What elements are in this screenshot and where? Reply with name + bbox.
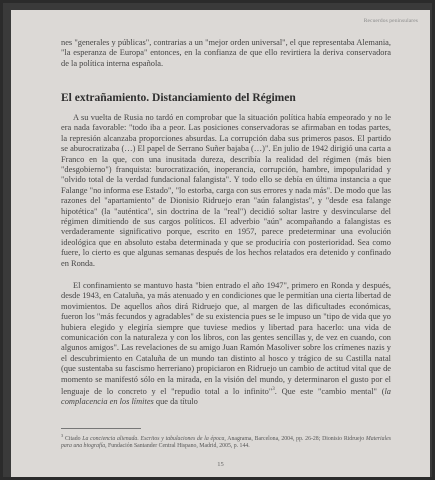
running-head: Recuerdos peninsulares: [363, 18, 418, 24]
body-paragraph-1: A su vuelta de Rusia no tardó en comprobar que la situación política había empeorado y no le era nada favorable: "todo iba a peor. Las posiciones conservadoras se afirmaban en todas partes, la represión alcanzaba proporciones absurdas. La corrupción daba sus primeros pasos. El partido se aburocratizaba (…) El papel de Serrano Suñer bajaba (…)". En julio de 1942 dirigió una carta a Franco en la que, con una inusitada dureza, describía la realidad del régimen (más bien "desgobierno") franquista: burocratización, inoperancia, corrupción, hambre, impopularidad y "olvido total de la verdad fundacional falangista". Y todo ello se debía en última instancia a que Falange "no informa ese Estado", "lo estorba, carga con sus errores y nada más". De modo que las razones del "apartamiento" de Dionisio Ridruejo eran "aún falangistas", y "desde esa falange hipotética" (la "auténtica", sin doctrina de la "real") decidió soltar lastre y desvincularse del régimen dimitiendo de sus cargos políticos. El adverbio "aún" acompañando a falangistas es verdaderamente significativo porque, escrito en 1957, parece predeterminar una evolución ideológica que en absoluto estaba determinada y que se produciría con posterioridad. Sea como fuere, lo cierto es que algunas semanas después de los hechos relatados era detenido y confinado en Ronda.: [61, 113, 391, 268]
footnote-text-c: , Fundación Santander Central Hispano, Madrid, 2005, p. 144.: [105, 443, 250, 450]
page-number: 15: [217, 461, 224, 468]
footnote-italic-1: La conciencia alienada. Escritos y tabulaciones de la época: [82, 435, 225, 442]
body-paragraph-2-italic: la complacencia en los límites: [61, 386, 391, 407]
footnote-text-a: Citado: [65, 435, 83, 442]
footnote-number: 3: [61, 433, 64, 438]
document-page: [11, 10, 430, 477]
viewer-frame: [3, 3, 432, 477]
body-paragraph-2-end: que da título: [153, 397, 198, 407]
footnote: [61, 432, 391, 451]
intro-paragraph: nes "generales y públicas", contrarias a un "mejor orden universal", el que representaba Alemania, "la esperanza de Europa" entonces, en la confianza de que ello revirtiera la deriva conservadora de la política interna española.: [61, 38, 391, 68]
body-paragraph-2-cont: . Que este "cambio mental" (: [274, 386, 385, 396]
footnote-italic-2: Materiales para una biografía: [61, 435, 391, 450]
footnote-marker[interactable]: 3: [272, 387, 275, 393]
footnote-text-b: , Anagrama, Barcelona, 2004, pp. 26-28; Dionisio Ridruejo: [224, 435, 366, 442]
body-paragraph-2-text: El confinamiento se mantuvo hasta "bien entrado el año 1947", primero en Ronda y después, desde 1943, en Cataluña, ya más atenuado y en condiciones que le permitían una cierta libertad de movimientos. De aquellos años dirá Ridruejo que, al margen de las dificultades económicas, fueron los "más fecundos y agradables" de su existencia pues se le impuso un "tipo de vida que yo hubiera elegido y elegiría siempre que tuviese medios y libertad para hacerlo: una vida de comunicación con la naturaleza y con los libros, con las gentes sencillas y, de vez en cuando, con algunos amigos". Las revelaciones de su amigo Juan Ramón Masoliver sobre los crímenes nazis y el descubrimiento en Cataluña de un mundo tan distinto al hosco y trágico de su Castilla natal (que sustentaba su fascismo herreriano) propiciaron en Ridruejo un cambio de actitud vital que de momento se manifestó sólo en la mirada, en la visión del mundo, y determinaron el gusto por el lenguaje de lo concreto y el "repudio total a lo infinito": [61, 281, 391, 396]
section-heading: El extrañamiento. Distanciamiento del Régimen: [61, 92, 296, 104]
footnote-rule: [61, 428, 141, 429]
body-paragraph-2: [61, 281, 391, 408]
